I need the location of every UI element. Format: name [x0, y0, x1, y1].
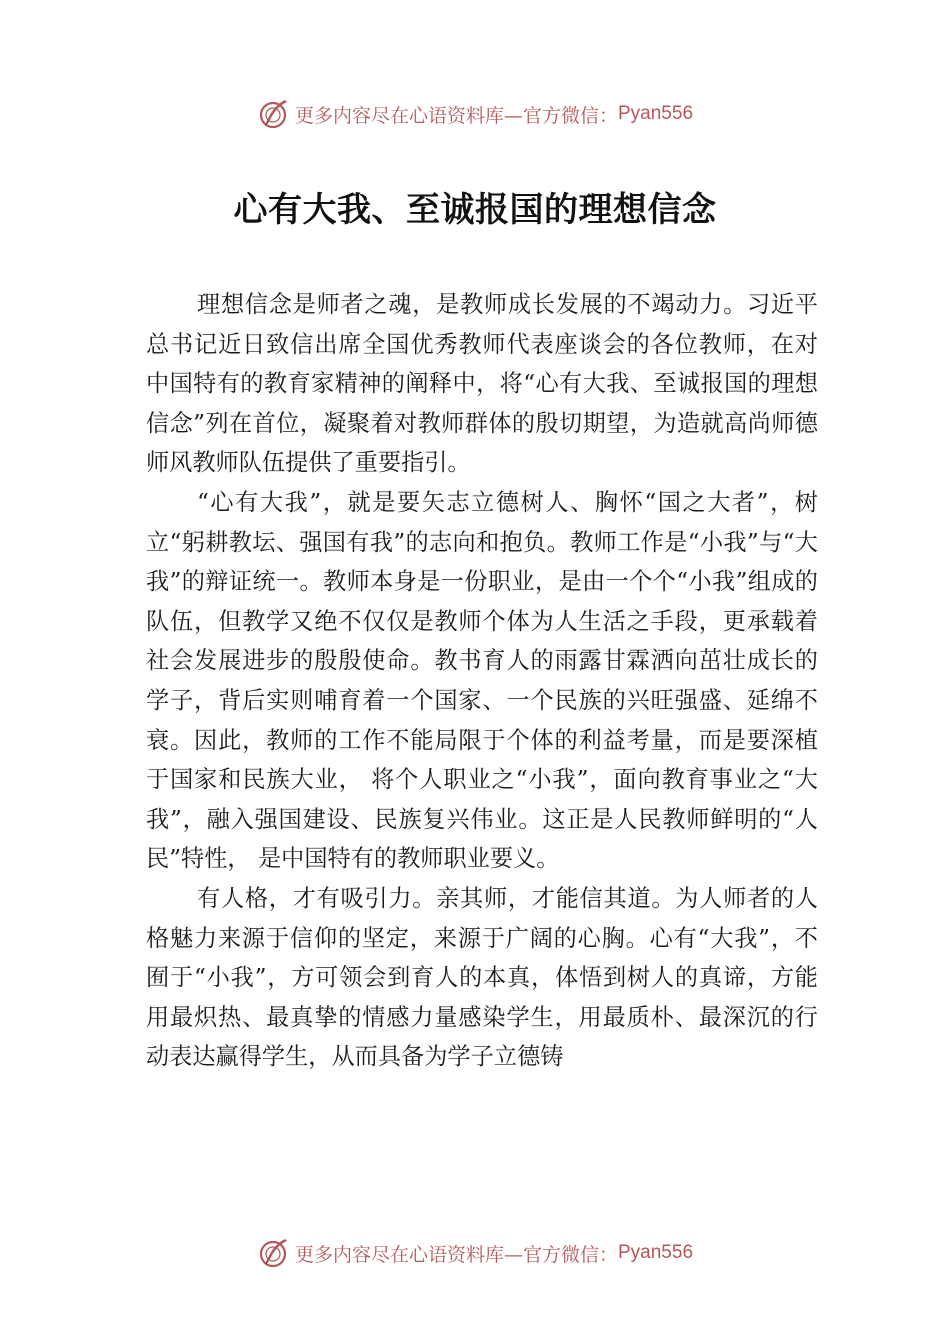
- wechat-id: Pyan556: [618, 1242, 694, 1263]
- banner-text: 更多内容尽在心语资料库—官方微信：: [294, 1243, 618, 1266]
- paragraph-2: “心有大我”，就是要矢志立德树人、胸怀“国之大者”，树立“躬耕教坛、强国有我”的志向和抱负。教师工作是“小我”与“大我”的辩证统一。教师本身是一份职业，是由一个个“小我”组成的队伍，但教学又绝不仅仅是教师个体为人生活之手段，更承载着社会发展进步的殷殷使命。教书育人的雨露甘霖洒向茁壮成长的学子，背后实则哺育着一个国家、一个民族的兴旺强盛、延绵不衰。因此，教师的工作不能局限于个体的利益考量，而是要深植于国家和民族大业， 将个人职业之“小我”，面向教育事业之“大我”，融入强国建设、民族复兴伟业。这正是人民教师鲜明的“人民”特性， 是中国特有的教师职业要义。: [146, 488, 818, 873]
- footer-banner: [0, 1233, 950, 1273]
- quill-pen-logo-icon: [257, 97, 291, 131]
- quill-pen-logo-icon: [257, 1236, 291, 1270]
- paragraph-3: 有人格，才有吸引力。亲其师，才能信其道。为人师者的人格魅力来源于信仰的坚定，来源于广阔的心胸。心有“大我”，不囿于“小我”，方可领会到育人的本真，体悟到树人的真谛，方能用最炽热、最真挚的情感力量感染学生，用最质朴、最深沉的行动表达赢得学生，从而具备为学子立德铸: [146, 884, 818, 1071]
- paragraph-1: 理想信念是师者之魂，是教师成长发展的不竭动力。习近平总书记近日致信出席全国优秀教师代表座谈会的各位教师，在对中国特有的教育家精神的阐释中，将“心有大我、至诚报国的理想信念”列在首位，凝聚着对教师群体的殷切期望，为造就高尚师德师风教师队伍提供了重要指引。: [146, 291, 818, 477]
- wechat-id: Pyan556: [618, 103, 694, 124]
- document-body: [146, 285, 818, 1077]
- banner-text: 更多内容尽在心语资料库—官方微信：: [294, 104, 618, 127]
- header-banner: [0, 94, 950, 134]
- document-title: 心有大我、至诚报国的理想信念: [233, 190, 717, 230]
